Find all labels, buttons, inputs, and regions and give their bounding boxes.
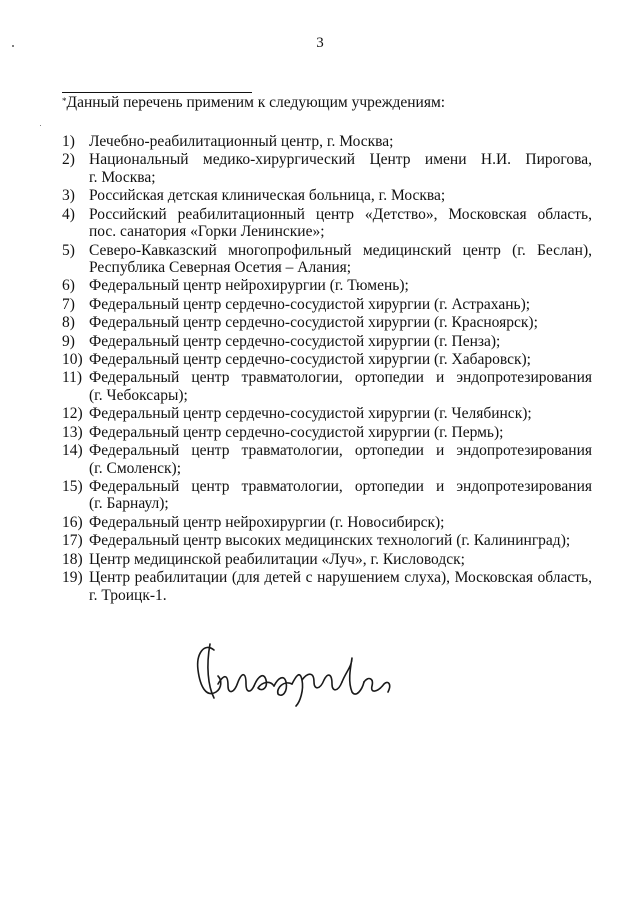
list-item [62, 151, 592, 186]
list-item [62, 296, 592, 314]
list-item-text [89, 242, 592, 277]
list-item [62, 442, 592, 477]
list-item-text [89, 351, 592, 369]
footnote-intro [62, 94, 445, 112]
list-item-line: Федеральный центр травматологии, ортопедии и эндопротезирования [89, 477, 592, 495]
list-item-text [89, 369, 592, 404]
list-item-number: 15) [62, 477, 83, 495]
list-item-line: Федеральный центр сердечно-сосудистой хирургии (г. Пермь); [89, 423, 504, 441]
list-item [62, 532, 592, 550]
list-item-text [89, 569, 592, 604]
list-item-text [89, 532, 592, 550]
list-item-text [89, 206, 592, 241]
list-item-number: 8) [62, 314, 75, 332]
list-item-line: (г. Смоленск); [89, 459, 182, 477]
list-item-number: 6) [62, 277, 75, 295]
list-item-number: 1) [62, 133, 75, 150]
list-item-number: 3) [62, 187, 75, 205]
list-item-line: Федеральный центр сердечно-сосудистой хирургии (г. Астрахань); [89, 295, 531, 313]
list-item-line: Федеральный центр нейрохирургии (г. Тюмень); [89, 277, 409, 295]
list-item [62, 369, 592, 404]
list-item-line: Лечебно-реабилитационный центр, г. Москва; [89, 133, 394, 150]
list-item-number: 11) [62, 369, 83, 387]
list-item-number: 13) [62, 423, 83, 441]
list-item-line: Северо-Кавказский многопрофильный медицинский центр (г. Беслан), [89, 241, 592, 259]
list-item [62, 206, 592, 241]
list-item-line: Центр медицинской реабилитации «Луч», г. Кисловодск; [89, 550, 465, 568]
list-item-line: Российский реабилитационный центр «Детство», Московская область, [89, 205, 592, 223]
list-item-text [89, 442, 592, 477]
list-item-line: Федеральный центр нейрохирургии (г. Новосибирск); [89, 513, 445, 531]
list-item [62, 551, 592, 569]
intro-text: Данный перечень применим к следующим учреждениям: [66, 94, 446, 111]
list-item-line: г. Троицк-1. [89, 586, 167, 604]
list-item-number: 17) [62, 532, 83, 550]
list-item-line: Федеральный центр сердечно-сосудистой хирургии (г. Красноярск); [89, 314, 538, 332]
list-item-line: Федеральный центр травматологии, ортопедии и эндопротезирования [89, 442, 592, 460]
list-item [62, 478, 592, 513]
list-item-number: 5) [62, 241, 75, 259]
list-item-number: 14) [62, 442, 83, 460]
list-item-line: Федеральный центр сердечно-сосудистой хирургии (г. Пенза); [89, 332, 501, 350]
list-item-text [89, 514, 592, 532]
list-item [62, 242, 592, 277]
list-item [62, 405, 592, 423]
list-item-line: Республика Северная Осетия – Алания; [89, 259, 352, 277]
list-item-number: 4) [62, 205, 75, 223]
list-item-line: Центр реабилитации (для детей с нарушением слуха), Московская область, [89, 569, 592, 587]
list-item-number: 2) [62, 151, 75, 169]
list-item-text [89, 333, 592, 351]
list-item-number: 18) [62, 550, 83, 568]
list-item-text [89, 478, 592, 513]
list-item-number: 12) [62, 405, 83, 423]
list-item [62, 133, 592, 151]
list-item [62, 277, 592, 295]
list-item-text [89, 187, 592, 205]
footnote-marker: * [62, 96, 67, 106]
list-item [62, 351, 592, 369]
list-item-line: Российская детская клиническая больница, г. Москва; [89, 187, 446, 205]
list-item-text [89, 133, 592, 151]
list-item-line: пос. санатория «Горки Ленинские»; [89, 223, 325, 241]
list-item-line: Федеральный центр сердечно-сосудистой хирургии (г. Челябинск); [89, 405, 532, 423]
list-item-text [89, 296, 592, 314]
list-item-line: Федеральный центр сердечно-сосудистой хирургии (г. Хабаровск); [89, 351, 531, 369]
list-item [62, 187, 592, 205]
list-item [62, 424, 592, 442]
list-item-number: 7) [62, 295, 75, 313]
institution-list [62, 133, 592, 605]
list-item [62, 569, 592, 604]
list-item-number: 16) [62, 513, 83, 531]
list-item-line: Национальный медико-хирургический Центр имени Н.И. Пирогова, [89, 151, 592, 169]
list-item [62, 333, 592, 351]
list-item-line: (г. Чебоксары); [89, 386, 188, 404]
list-item-text [89, 151, 592, 186]
list-item-number: 19) [62, 569, 83, 587]
scan-speck [40, 125, 41, 126]
list-item-line: Федеральный центр высоких медицинских технологий (г. Калининград); [89, 532, 571, 550]
handwritten-signature [192, 636, 397, 708]
list-item-number: 10) [62, 351, 83, 369]
list-item-text [89, 277, 592, 295]
list-item [62, 514, 592, 532]
list-item-text [89, 405, 592, 423]
list-item-text [89, 424, 592, 442]
list-item-line: Федеральный центр травматологии, ортопедии и эндопротезирования [89, 369, 592, 387]
list-item [62, 314, 592, 332]
list-item-text [89, 314, 592, 332]
list-item-number: 9) [62, 332, 75, 350]
footnote-rule [62, 92, 252, 93]
list-item-line: (г. Барнаул); [89, 495, 169, 513]
list-item-line: г. Москва; [89, 168, 156, 186]
page-number: 3 [316, 35, 324, 51]
list-item-text [89, 551, 592, 569]
